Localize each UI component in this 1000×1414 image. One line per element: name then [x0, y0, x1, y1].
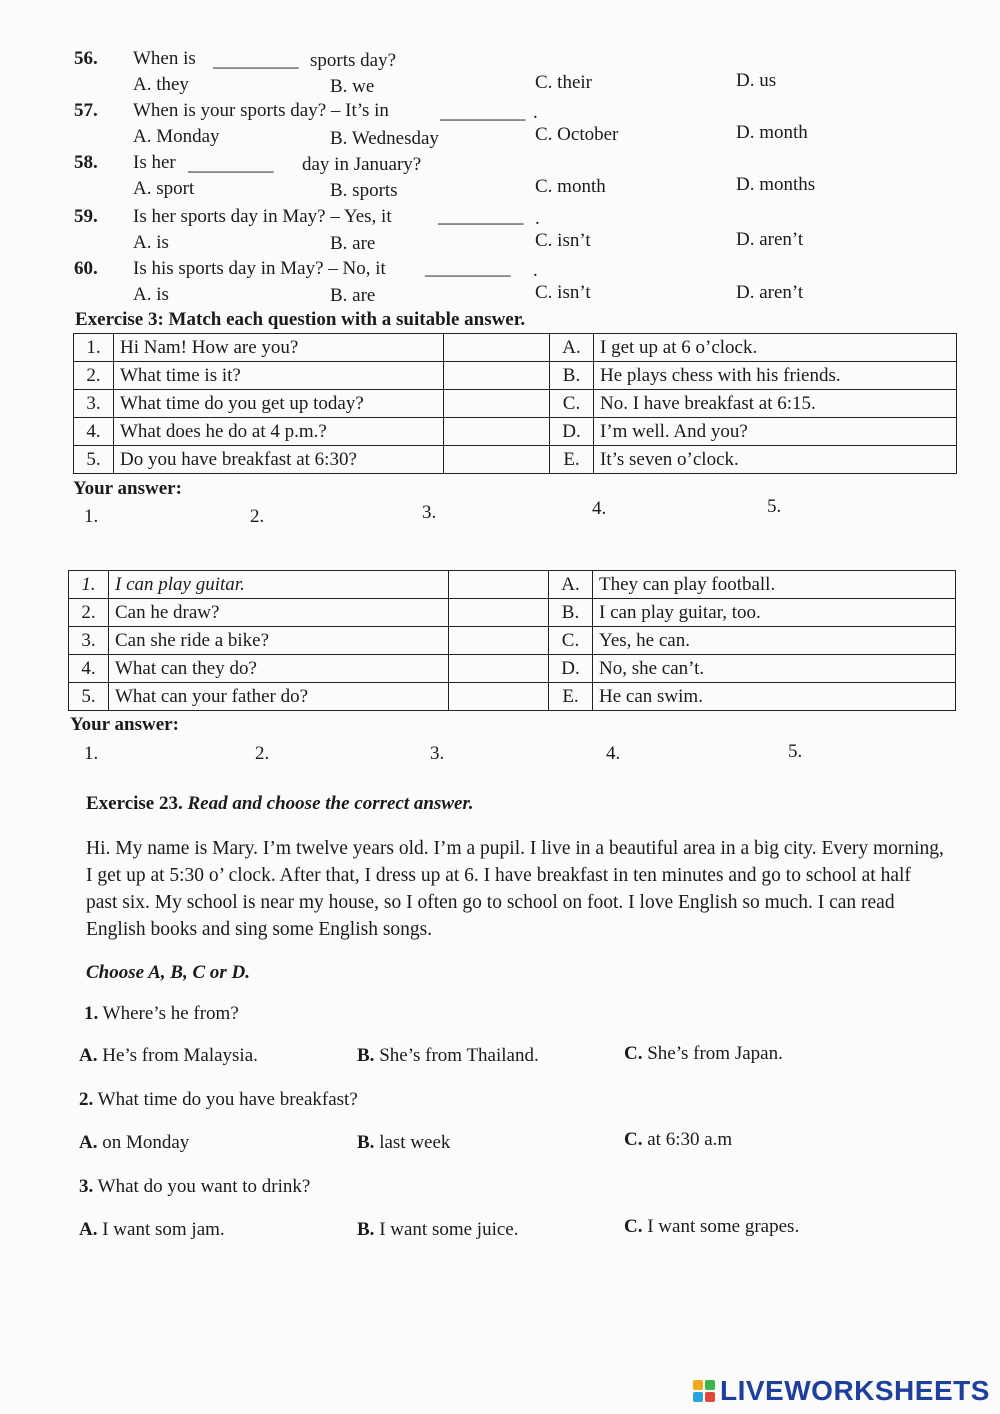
exercise-3-match-table [73, 333, 957, 474]
option-text: He’s from Malaysia. [102, 1045, 258, 1066]
answer-slot[interactable] [444, 362, 550, 390]
table-row [69, 599, 956, 627]
option-letter: A. [79, 1132, 98, 1153]
question-number: 57. [74, 100, 98, 121]
option-a[interactable]: A. is [133, 232, 169, 253]
logo-text: LIVEWORKSHEETS [720, 1375, 990, 1406]
option-b[interactable]: B. Wednesday [330, 128, 439, 149]
option-b[interactable]: B. are [330, 285, 376, 306]
option-letter: A. [79, 1219, 98, 1240]
option-b[interactable] [357, 1045, 539, 1067]
option-text: She’s from Thailand. [379, 1045, 539, 1066]
option-letter: B. [357, 1045, 375, 1066]
match-question: Can he draw? [109, 599, 449, 627]
option-letter: C. [624, 1043, 643, 1064]
option-a[interactable]: A. sport [133, 178, 195, 199]
match-question: Hi Nam! How are you? [114, 334, 444, 362]
question-stem-end: . [533, 260, 538, 281]
question-number: 3. [79, 1176, 94, 1197]
second-match-table [68, 570, 956, 711]
row-number: 3. [74, 390, 114, 418]
question-stem-end: day in January? [302, 154, 422, 175]
option-d[interactable]: D. aren’t [736, 282, 804, 303]
exercise-23-label: Exercise 23. [86, 793, 183, 814]
table-row [69, 683, 956, 711]
option-d[interactable]: D. month [736, 122, 808, 143]
option-a[interactable] [79, 1132, 189, 1154]
option-d[interactable]: D. months [736, 174, 816, 195]
answer-slot[interactable] [449, 627, 549, 655]
match-answer: No, she can’t. [593, 655, 956, 683]
option-text: on Monday [102, 1132, 190, 1153]
option-text: I want some juice. [379, 1219, 519, 1240]
question-stem: What time do you have breakfast? [97, 1089, 358, 1110]
option-b[interactable]: B. sports [330, 180, 398, 201]
option-letter: C. [624, 1129, 643, 1150]
match-question: What can your father do? [109, 683, 449, 711]
table-row [69, 655, 956, 683]
question-number: 2. [79, 1089, 94, 1110]
option-letter: B. [357, 1219, 375, 1240]
option-c[interactable]: C. month [535, 176, 606, 197]
option-c[interactable]: C. their [535, 72, 592, 93]
question-text [79, 1176, 310, 1198]
answer-box-3[interactable]: 3. [430, 743, 445, 764]
answer-box-1[interactable]: 1. [84, 743, 99, 764]
answer-slot[interactable] [444, 446, 550, 474]
answer-slot[interactable] [444, 418, 550, 446]
answer-slot[interactable] [449, 655, 549, 683]
option-text: I want som jam. [102, 1219, 225, 1240]
match-answer: No. I have breakfast at 6:15. [594, 390, 957, 418]
match-question: What does he do at 4 p.m.? [114, 418, 444, 446]
row-letter: A. [549, 571, 593, 599]
table-row [74, 334, 957, 362]
option-a[interactable]: A. is [133, 284, 169, 305]
row-number: 5. [74, 446, 114, 474]
question-text [79, 1089, 358, 1111]
option-d[interactable]: D. aren’t [736, 229, 804, 250]
match-question: What can they do? [109, 655, 449, 683]
option-a[interactable]: A. they [133, 74, 189, 95]
option-a[interactable]: A. Monday [133, 126, 220, 147]
match-answer: It’s seven o’clock. [594, 446, 957, 474]
match-question: Do you have breakfast at 6:30? [114, 446, 444, 474]
table-row [69, 627, 956, 655]
question-number: 1. [84, 1003, 99, 1024]
answer-slot[interactable] [444, 334, 550, 362]
row-letter: B. [549, 599, 593, 627]
answer-box-2[interactable]: 2. [250, 506, 265, 527]
row-number: 4. [74, 418, 114, 446]
match-answer: I’m well. And you? [594, 418, 957, 446]
table-row [69, 571, 956, 599]
question-stem: What do you want to drink? [97, 1176, 311, 1197]
answer-box-4[interactable]: 4. [592, 498, 607, 519]
option-c[interactable] [624, 1129, 732, 1151]
question-number: 59. [74, 206, 98, 227]
question-text [84, 1003, 239, 1025]
match-answer: He plays chess with his friends. [594, 362, 957, 390]
answer-box-5[interactable]: 5. [788, 741, 803, 762]
answer-blank[interactable]: _________ [438, 206, 524, 227]
question-stem-end: . [533, 102, 538, 123]
answer-box-5[interactable]: 5. [767, 496, 782, 517]
option-a[interactable] [79, 1045, 258, 1067]
table-row [74, 390, 957, 418]
option-d[interactable]: D. us [736, 70, 777, 91]
question-number: 60. [74, 258, 98, 279]
row-number: 3. [69, 627, 109, 655]
answer-box-4[interactable]: 4. [606, 743, 621, 764]
reading-passage: Hi. My name is Mary. I’m twelve years old. I’m a pupil. I live in a beautiful area in a big city. Every morning, I get up at 5:30 o’ clock. After that, I dress up at 6. I have breakfast in ten minutes and go to school at half past six. My school is near my house, so I often go to school on foot. I love English so much. I can read English books and sing some English songs. [86, 838, 944, 940]
option-c[interactable] [624, 1043, 783, 1065]
option-a[interactable] [79, 1219, 225, 1241]
table-row [74, 446, 957, 474]
option-b[interactable] [357, 1132, 450, 1154]
answer-slot[interactable] [449, 571, 549, 599]
match-answer: He can swim. [593, 683, 956, 711]
row-letter: B. [550, 362, 594, 390]
match-answer: Yes, he can. [593, 627, 956, 655]
option-text: She’s from Japan. [647, 1043, 783, 1064]
question-stem: Is her sports day in May? – Yes, it [133, 206, 392, 227]
match-question: Can she ride a bike? [109, 627, 449, 655]
your-answer-label: Your answer: [70, 714, 179, 735]
option-b[interactable]: B. we [330, 76, 375, 97]
question-number: 56. [74, 48, 98, 69]
option-text: I want some grapes. [647, 1216, 800, 1237]
match-answer: I get up at 6 o’clock. [594, 334, 957, 362]
answer-slot[interactable] [444, 390, 550, 418]
row-number: 2. [69, 599, 109, 627]
answer-blank[interactable]: _________ [425, 258, 511, 279]
row-letter: A. [550, 334, 594, 362]
your-answer-label: Your answer: [73, 478, 182, 499]
choose-instruction: Choose A, B, C or D. [86, 962, 250, 983]
question-number: 58. [74, 152, 98, 173]
answer-box-1[interactable]: 1. [84, 506, 99, 527]
option-letter: C. [624, 1216, 643, 1237]
question-stem: Is her [133, 152, 176, 173]
exercise-23-title [86, 793, 474, 815]
question-stem: When is [133, 48, 196, 69]
option-c[interactable]: C. October [535, 124, 619, 145]
table-row [74, 418, 957, 446]
row-letter: C. [549, 627, 593, 655]
row-number: 2. [74, 362, 114, 390]
option-b[interactable] [357, 1219, 518, 1241]
table-row [74, 362, 957, 390]
row-letter: D. [550, 418, 594, 446]
answer-slot[interactable] [449, 683, 549, 711]
option-text: at 6:30 a.m [647, 1129, 733, 1150]
match-question: I can play guitar. [109, 571, 449, 599]
match-answer: I can play guitar, too. [593, 599, 956, 627]
option-letter: A. [79, 1045, 98, 1066]
question-stem-end: . [535, 208, 540, 229]
option-letter: B. [357, 1132, 375, 1153]
answer-box-3[interactable]: 3. [422, 502, 437, 523]
row-number: 1. [74, 334, 114, 362]
question-stem: Where’s he from? [102, 1003, 239, 1024]
option-b[interactable]: B. are [330, 233, 376, 254]
row-number: 4. [69, 655, 109, 683]
match-question: What time do you get up today? [114, 390, 444, 418]
row-letter: C. [550, 390, 594, 418]
option-text: last week [379, 1132, 451, 1153]
liveworksheets-logo-icon [692, 1379, 716, 1403]
option-c[interactable]: C. isn’t [535, 230, 591, 251]
question-stem: When is your sports day? – It’s in [133, 100, 389, 121]
exercise-23-instruction: Read and choose the correct answer. [187, 793, 474, 814]
exercise-3-title: Exercise 3: Match each question with a suitable answer. [75, 309, 526, 330]
row-letter: E. [550, 446, 594, 474]
question-stem: Is his sports day in May? – No, it [133, 258, 386, 279]
answer-slot[interactable] [449, 599, 549, 627]
row-number: 1. [69, 571, 109, 599]
row-letter: E. [549, 683, 593, 711]
match-answer: They can play football. [593, 571, 956, 599]
question-stem-end: sports day? [310, 50, 397, 71]
row-number: 5. [69, 683, 109, 711]
option-c[interactable]: C. isn’t [535, 282, 591, 303]
answer-blank[interactable]: _________ [188, 154, 274, 175]
answer-blank[interactable]: _________ [213, 50, 299, 71]
answer-box-2[interactable]: 2. [255, 743, 270, 764]
answer-blank[interactable]: _________ [440, 102, 526, 123]
row-letter: D. [549, 655, 593, 683]
liveworksheets-logo [692, 1375, 990, 1407]
match-question: What time is it? [114, 362, 444, 390]
option-c[interactable] [624, 1216, 799, 1238]
